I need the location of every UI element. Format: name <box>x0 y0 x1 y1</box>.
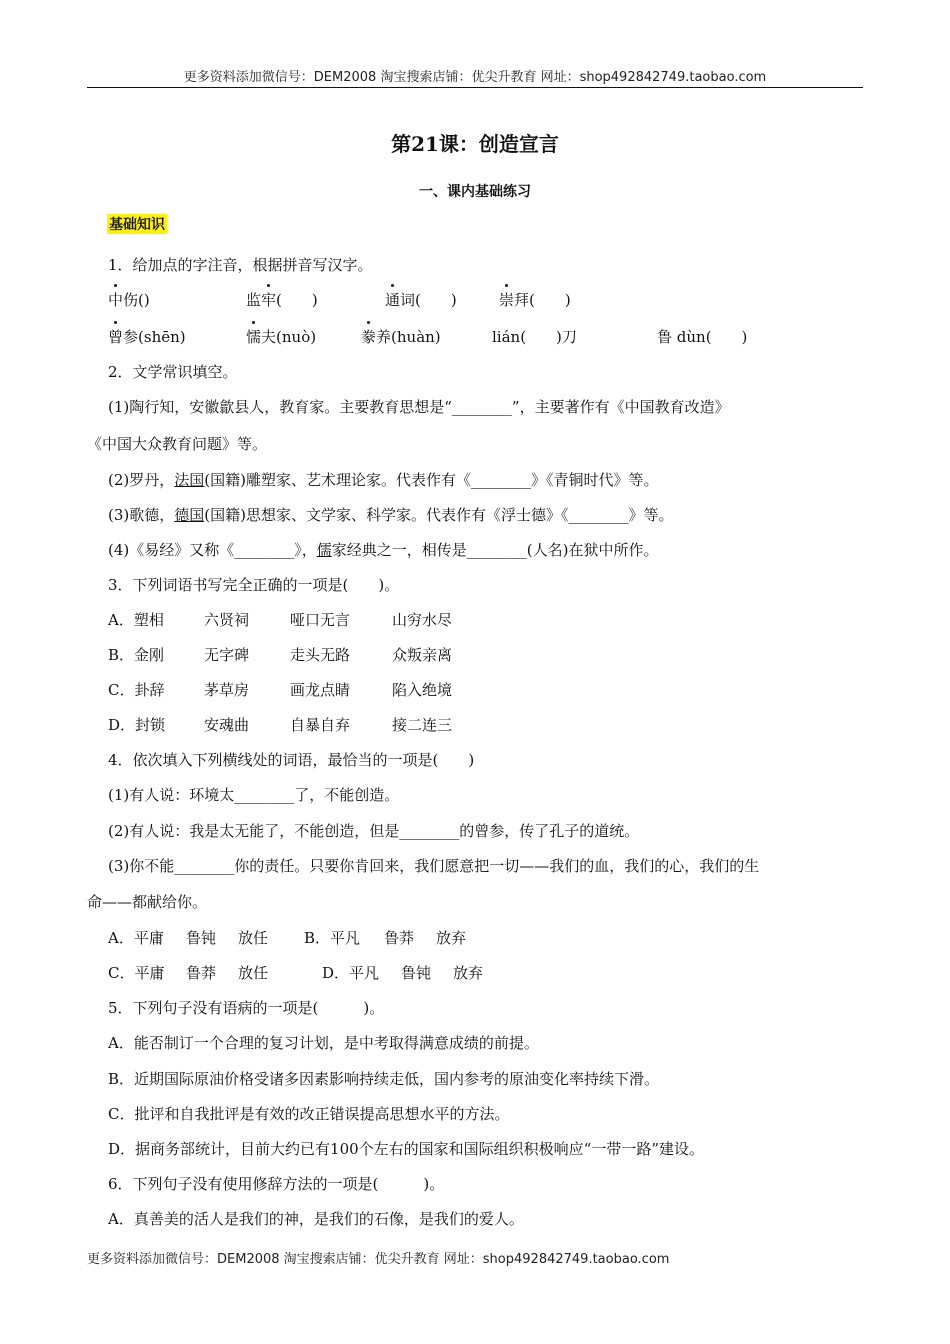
q2-part1-line1: (1)陶行知，安徽歙县人，教育家。主要教育思想是“________”，主要著作有《中国教育改造》 <box>108 398 730 416</box>
q1-item-6: 懦夫(nuò) <box>246 328 317 346</box>
page-footer: 更多资料添加微信号：DEM2008 淘宝搜索店铺：优尖升教育 网址：shop492842749.taobao.com <box>87 1252 670 1267</box>
q3-option-a-3: 哑口无言 <box>290 611 351 629</box>
q4-option-c-1: C．平庸 <box>108 964 165 982</box>
q3-option-d-4: 接二连三 <box>392 716 453 734</box>
q4-option-c-3: 放任 <box>238 964 269 982</box>
q4-sentence-3-line2: 命——都献给你。 <box>87 893 208 911</box>
q6-option-a: A．真善美的活人是我们的神，是我们的石像，是我们的爱人。 <box>108 1210 524 1228</box>
q2-stem: 2．文学常识填空。 <box>108 363 238 381</box>
q4-sentence-2: (2)有人说：我是太无能了，不能创造，但是________的曾参，传了孔子的道统。 <box>108 822 640 840</box>
q4-option-b-3: 放弃 <box>436 929 467 947</box>
q3-option-d-3: 自暴自弃 <box>290 716 351 734</box>
q4-option-d-1: D．平凡 <box>322 964 380 982</box>
q4-option-d-2: 鲁钝 <box>401 964 432 982</box>
q3-stem: 3．下列词语书写完全正确的一项是( )。 <box>108 576 400 594</box>
q5-option-a: A．能否制订一个合理的复习计划，是中考取得满意成绩的前提。 <box>108 1034 539 1052</box>
q2-part2: (2)罗丹，法国(国籍)雕塑家、艺术理论家。代表作有《________》《青铜时代》等。 <box>108 471 659 489</box>
q3-option-a-1: A．塑相 <box>108 611 164 629</box>
q4-option-a-1: A．平庸 <box>108 929 164 947</box>
q1-item-5: 曾参(shēn) <box>108 328 186 346</box>
q4-sentence-1: (1)有人说：环境太________了，不能创造。 <box>108 786 400 804</box>
q1-item-1: 中伤() <box>108 291 150 309</box>
page-header: 更多资料添加微信号：DEM2008 淘宝搜索店铺：优尖升教育 网址：shop492842749.taobao.com <box>183 70 767 85</box>
q4-option-c-2: 鲁莽 <box>186 964 217 982</box>
q2-part4: (4)《易经》又称《________》，儒家经典之一，相传是________(人名)在狱中所作。 <box>108 541 659 559</box>
q3-option-d-2: 安魂曲 <box>204 716 250 734</box>
q3-option-b-1: B．金刚 <box>108 646 165 664</box>
q2-part3: (3)歌德，德国(国籍)思想家、文学家、科学家。代表作有《浮士德》《________》等。 <box>108 506 674 524</box>
q4-option-a-2: 鲁钝 <box>186 929 217 947</box>
q5-option-c: C．批评和自我批评是有效的改正错误提高思想水平的方法。 <box>108 1105 510 1123</box>
q5-stem: 5．下列句子没有语病的一项是( )。 <box>108 999 385 1017</box>
q4-option-b-2: 鲁莽 <box>384 929 415 947</box>
q4-option-b-1: B．平凡 <box>304 929 361 947</box>
q3-option-a-4: 山穷水尽 <box>392 611 453 629</box>
q5-option-d: D．据商务部统计，目前大约已有100个左右的国家和国际组织积极响应“一带一路”建设。 <box>108 1140 704 1158</box>
q1-item-4: 崇拜( ) <box>499 291 571 309</box>
q4-sentence-3-line1: (3)你不能________你的责任。只要你肯回来，我们愿意把一切——我们的血，我们的心，我们的生 <box>108 857 760 875</box>
q3-option-c-3: 画龙点睛 <box>290 681 351 699</box>
q4-option-d-3: 放弃 <box>453 964 484 982</box>
q1-item-8: lián( )刀 <box>492 328 577 346</box>
section-subtitle: 一、课内基础练习 <box>419 184 531 200</box>
q3-option-b-4: 众叛亲离 <box>392 646 453 664</box>
q4-stem: 4．依次填入下列横线处的词语，最恰当的一项是( ) <box>108 751 475 769</box>
q3-option-d-1: D．封锁 <box>108 716 166 734</box>
lesson-title: 第21课：创造宣言 <box>391 132 559 156</box>
q3-option-c-2: 茅草房 <box>204 681 250 699</box>
section-label-highlight: 基础知识 <box>107 214 167 234</box>
q6-stem: 6．下列句子没有使用修辞方法的一项是( )。 <box>108 1175 445 1193</box>
q3-option-b-3: 走头无路 <box>290 646 351 664</box>
q1-item-9: 鲁 dùn( ) <box>657 328 748 346</box>
q1-item-2: 监牢( ) <box>246 291 318 309</box>
header-divider <box>87 87 863 88</box>
q3-option-c-1: C．卦辞 <box>108 681 165 699</box>
q1-item-7: 豢养(huàn) <box>361 328 441 346</box>
q3-option-b-2: 无字碑 <box>204 646 250 664</box>
q4-option-a-3: 放任 <box>238 929 269 947</box>
q3-option-c-4: 陷入绝境 <box>392 681 453 699</box>
q5-option-b: B．近期国际原油价格受诸多因素影响持续走低，国内参考的原油变化率持续下滑。 <box>108 1070 660 1088</box>
q3-option-a-2: 六贤祠 <box>204 611 250 629</box>
q1-stem: 1．给加点的字注音，根据拼音写汉字。 <box>108 256 373 274</box>
q1-item-3: 通词( ) <box>385 291 457 309</box>
q2-part1-line2: 《中国大众教育问题》等。 <box>87 435 268 453</box>
